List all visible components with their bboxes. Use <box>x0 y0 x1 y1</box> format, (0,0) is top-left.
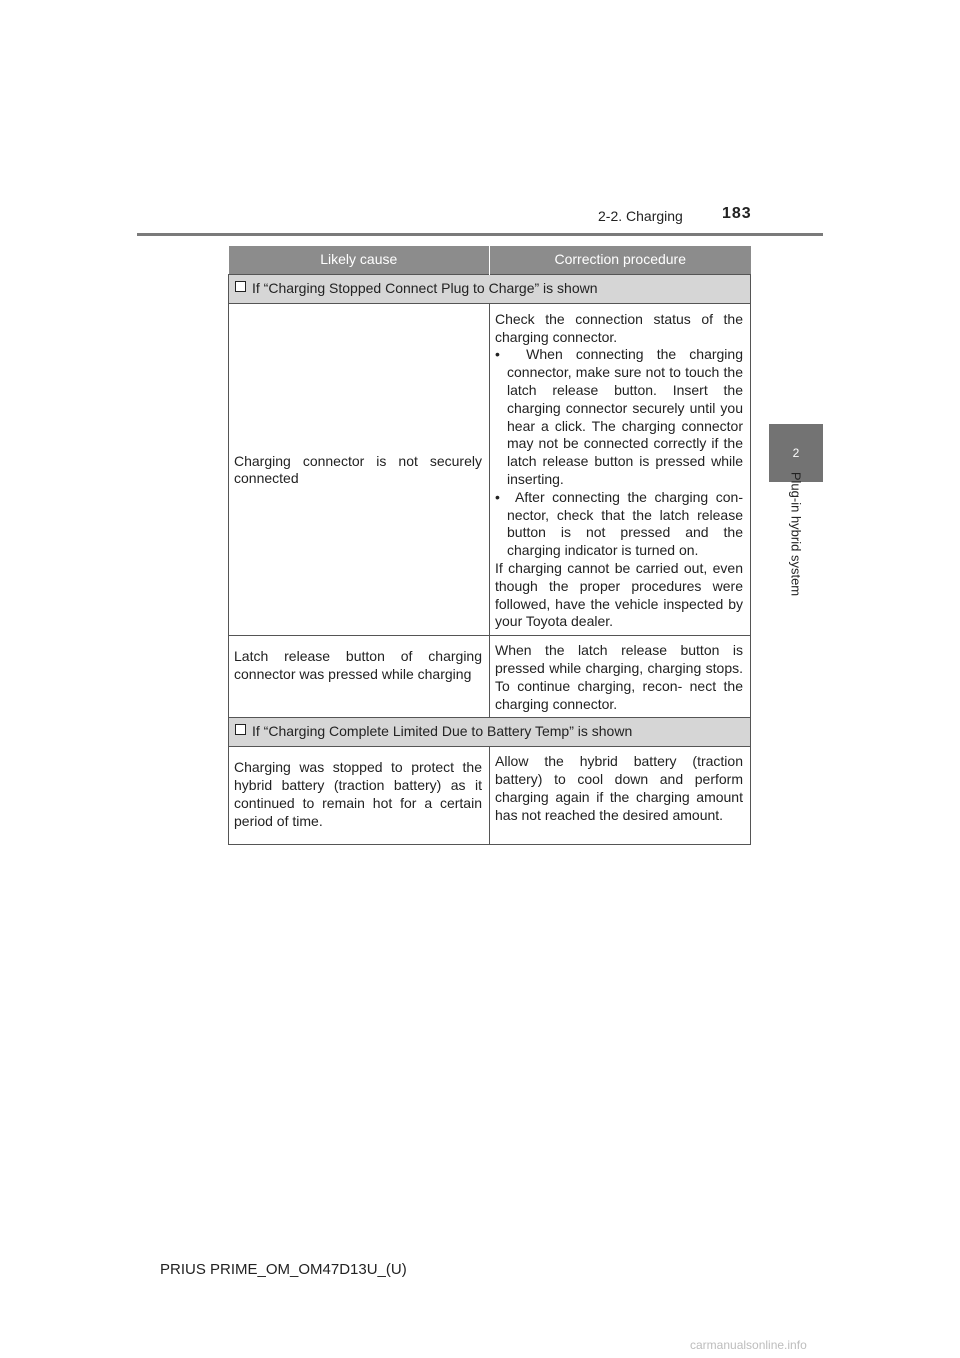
troubleshooting-table <box>228 246 751 845</box>
section-title-text: If “Charging Stopped Connect Plug to Charge” is shown <box>252 280 598 296</box>
bullet-icon: • <box>495 488 516 505</box>
table-row <box>229 636 751 718</box>
procedure-bullet: • After connecting the charging con- nector, check that the latch release button is not pressed and the charging indicator is turned on. <box>495 488 743 559</box>
section-header <box>229 275 751 304</box>
cause-cell: Charging connector is not securely connected <box>229 303 490 635</box>
column-header-procedure: Correction procedure <box>490 246 751 275</box>
procedure-intro: Check the connection status of the charging connector. <box>495 310 743 345</box>
section-header <box>229 718 751 747</box>
page-number: 183 <box>722 205 752 222</box>
checkbox-icon <box>235 281 246 292</box>
section-title-text: If “Charging Complete Limited Due to Battery Temp” is shown <box>252 723 633 740</box>
chapter-number: 2 <box>792 446 800 460</box>
section-title: 2-2. Charging <box>598 208 683 224</box>
table-row <box>229 747 751 845</box>
procedure-cell <box>490 303 751 635</box>
watermark: carmanualsonline.info <box>690 1338 807 1352</box>
chapter-label: Plug-in hybrid system <box>788 471 804 597</box>
cause-cell: Latch release button of charging connector was pressed while charging <box>229 636 490 718</box>
table-row <box>229 303 751 635</box>
header-divider <box>137 233 823 236</box>
section-header-row <box>229 718 751 747</box>
model-code: PRIUS PRIME_OM_OM47D13U_(U) <box>160 1261 407 1278</box>
table-header-row <box>229 246 751 275</box>
cause-cell: Charging was stopped to protect the hybrid battery (traction battery) as it continued to remain hot for a certain period of time. <box>229 747 490 845</box>
procedure-bullet: • When connecting the charging connector, make sure not to touch the latch release button. Insert the charging connector securely until you hear a click. The charging connector may not be connected correctly if the latch release button is pressed while inserting. <box>495 346 743 487</box>
bullet-icon: • <box>495 346 527 363</box>
procedure-cell: When the latch release button is pressed while charging, charging stops. To continue charging, recon- nect the charging connector. <box>490 636 751 718</box>
procedure-outro: If charging cannot be carried out, even though the proper procedures were followed, have the vehicle inspected by your Toyota dealer. <box>495 559 743 630</box>
procedure-cell: Allow the hybrid battery (traction battery) to cool down and perform charging again if the charging amount has not reached the desired amount. <box>490 747 751 845</box>
checkbox-icon <box>235 724 246 735</box>
column-header-cause: Likely cause <box>229 246 490 275</box>
section-header-row <box>229 275 751 304</box>
